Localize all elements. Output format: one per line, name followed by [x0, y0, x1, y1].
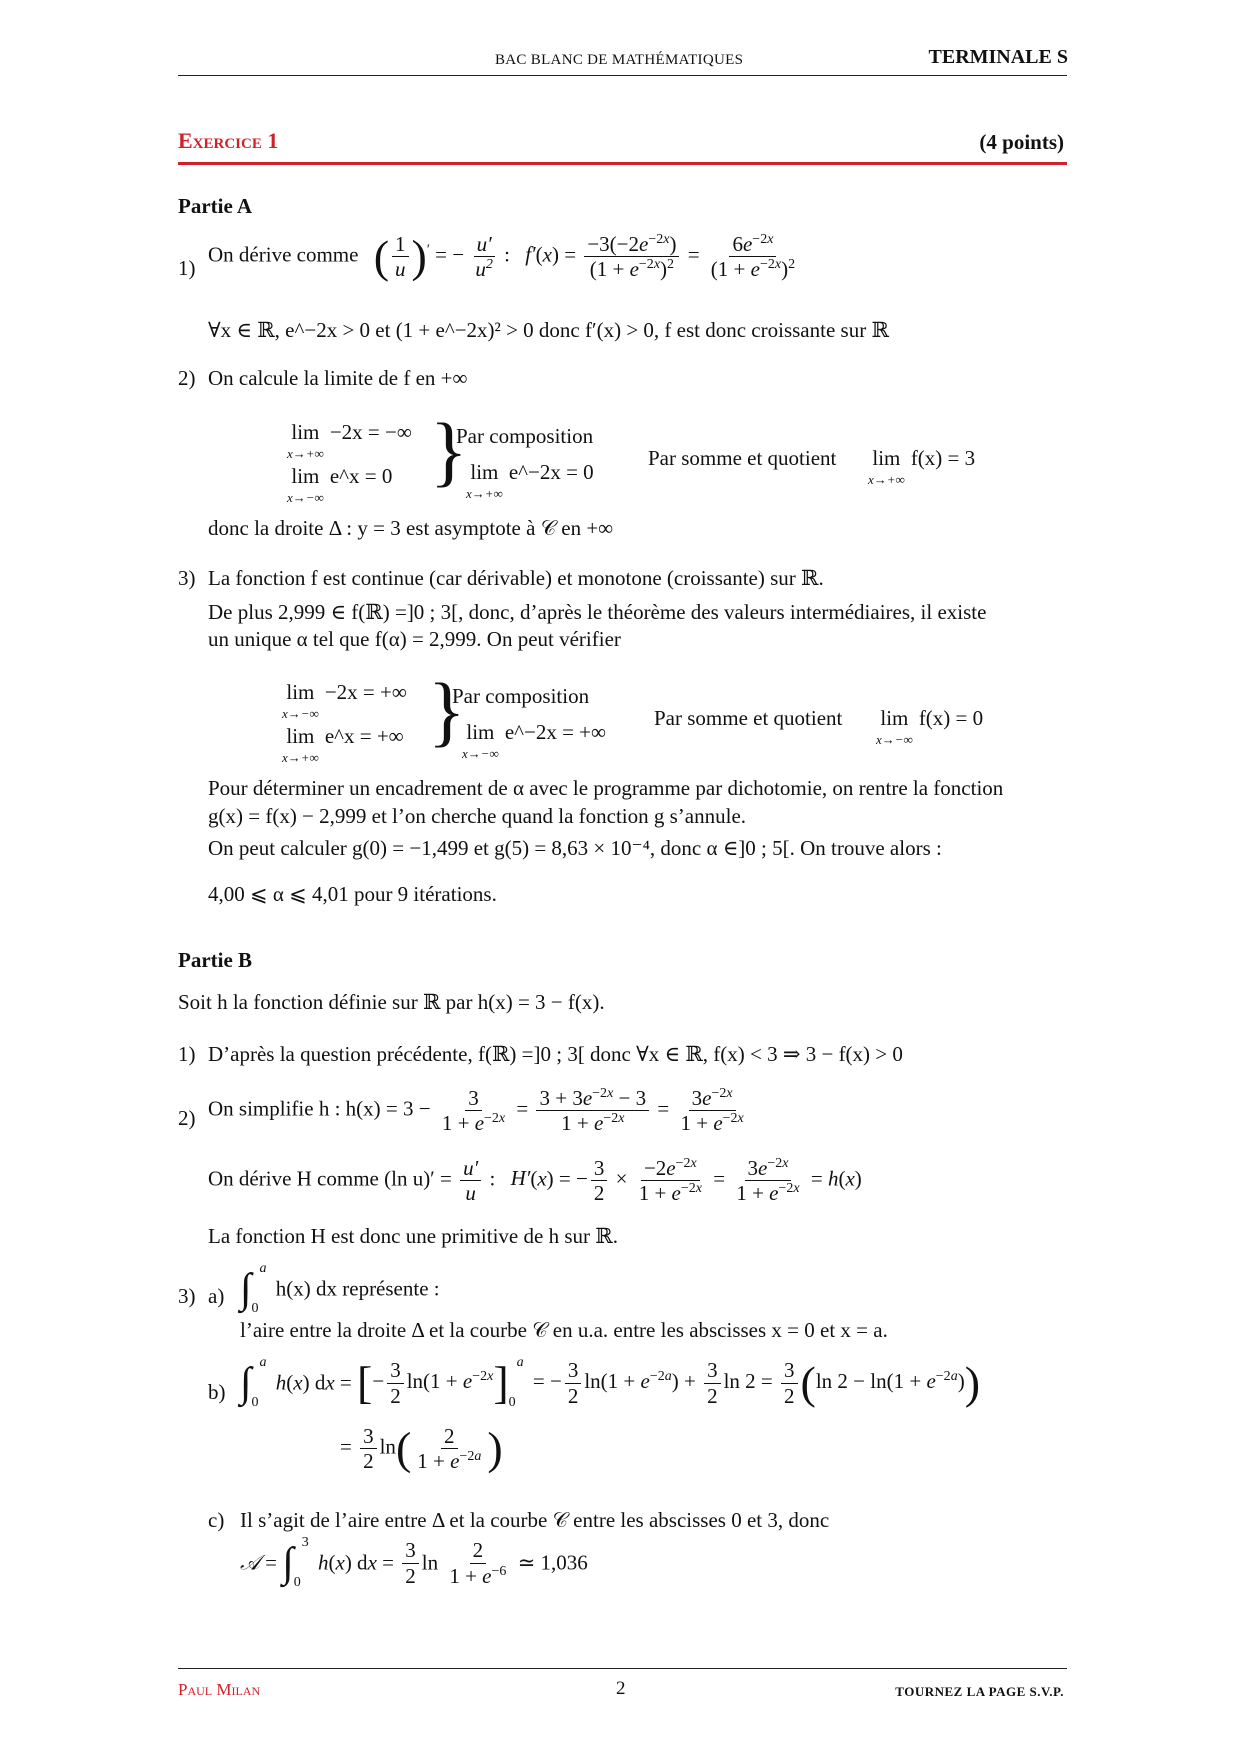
- partA-q2-limit-2-value: e^x = 0: [329, 464, 393, 488]
- partA-q2-sum: Par somme et quotient: [648, 446, 837, 470]
- partA-q3-composition-limit: lim x→−∞ e^−2x = +∞: [462, 720, 606, 761]
- footer-rule: [178, 1668, 1067, 1669]
- partB-q3a-formula: ∫ a 0 h(x) dx représente :: [240, 1261, 440, 1316]
- partA-q1-conclusion: ∀x ∈ ℝ, e^−2x > 0 et (1 + e^−2x)² > 0 donc f′(x) > 0, f est donc croissante sur ℝ: [208, 318, 889, 342]
- partA-q3-line-5: g(x) = f(x) − 2,999 et l’on cherche quand la fonction g s’annule.: [208, 804, 747, 828]
- partA-q3-limit-1: lim x→−∞ −2x = +∞: [282, 680, 407, 721]
- partA-q3-sum: Par somme et quotient: [654, 706, 843, 730]
- partB-q3c-text: Il s’agit de l’aire entre Δ et la courbe 𝒞 entre les abscisses 0 et 3, donc: [240, 1508, 830, 1532]
- footer-author: Paul Milan: [178, 1680, 261, 1699]
- partB-q3b-formula-2: = $\frac{3}{2}$ ln( $\frac{2}{1 + e^{-2a}}$ ): [340, 1422, 503, 1474]
- partB-q3b-formula: ∫ a 0 h(x) dx = [− $\frac{3}{2}$ $\ln(1 + e^{-2x}]$ a 0 = − $\frac{3}{2}$ $\ln(1 + e^{-2a})$ + $\frac{3}{2}$ ln 2 = $\frac{3}{2}$ (ln $2 - \ln(1 + e^{-2a})$): [240, 1355, 981, 1410]
- partA-q3-limit-2: lim x→+∞ e^x = +∞: [282, 724, 404, 765]
- partB-q3a-line: l’aire entre la droite Δ et la courbe 𝒞 en u.a. entre les abscisses x = 0 et x = a.: [240, 1318, 888, 1342]
- exercise-rule: [178, 162, 1067, 165]
- partA-title: Partie A: [178, 194, 253, 218]
- partA-q2-text: On calcule la limite de f en +∞: [208, 366, 468, 390]
- partA-q3-line-6: On peut calculer g(0) = −1,499 et g(5) = 8,63 × 10⁻⁴, donc α ∈]0 ; 5[. On trouve alors :: [208, 836, 942, 860]
- partA-q3-line-4: Pour déterminer un encadrement de α avec le programme par dichotomie, on rentre la fonction: [208, 776, 1004, 800]
- partA-q2-limit-1: lim x→+∞ −2x = −∞: [287, 420, 412, 461]
- partA-q2-composition-limit-value: e^−2x = 0: [508, 460, 594, 484]
- exercise-points: (4 points): [979, 130, 1064, 154]
- partA-q1-text: On dérive comme: [208, 242, 359, 267]
- partA-q2-limit-2: lim x→−∞ e^x = 0: [287, 464, 393, 505]
- partB-q2-derivative: On dérive H comme (ln u)′ = $\frac{u'}{u}$ : H′(x) = − $\frac{3}{2}$ × $\frac{-2e^{-2x}}{1 + e^{-2x}}$ = $\frac{3e^{-2x}}{1 + e^{-2x}}$ = h(x): [208, 1156, 862, 1206]
- partB-q2-formula: On simplifie h : h(x) = 3 − $\frac{3}{1 + e^{-2x}}$ = $\frac{3 + 3e^{-2x} - 3}{1 + e^{-2x}}$ = $\frac{3e^{-2x}}{1 + e^{-2x}}$: [208, 1086, 744, 1136]
- partA-q3-composition: Par composition: [452, 684, 590, 708]
- exercise-title: Exercice 1: [178, 128, 279, 153]
- partA-q3-brace: }: [428, 667, 466, 754]
- partA-q1-formula: On dérive comme ( $\frac{1}{u}$ )′ = − $\frac{u'}{u^2}$ : f′(x) = $\frac{-3(-2e^{-2x})}{(1 + e^{-2x})^2}$ = $\frac{6e^{-2x}}{(1 + e^{-2x})^2}$: [208, 230, 796, 282]
- partB-q2-text: On simplifie h : h(x) = 3 −: [208, 1096, 431, 1121]
- partA-q2-result-value: f(x) = 3: [910, 446, 976, 470]
- footer-page-number: 2: [616, 1678, 626, 1699]
- partA-q2-composition-limit: lim x→+∞ e^−2x = 0: [466, 460, 594, 501]
- partB-q3c-label: c): [208, 1508, 225, 1532]
- partA-q2-conclusion: donc la droite Δ : y = 3 est asymptote à 𝒞 en +∞: [208, 516, 614, 540]
- partA-q2-number: 2): [178, 366, 196, 390]
- partA-q3-limit-2-value: e^x = +∞: [324, 724, 404, 748]
- partB-q3c-result: ≃ 1,036: [517, 1550, 588, 1575]
- header-left: BAC BLANC DE MATHÉMATIQUES: [495, 52, 744, 68]
- partB-q1-text: D’après la question précédente, f(ℝ) =]0 ; 3[ donc ∀x ∈ ℝ, f(x) < 3 ⇒ 3 − f(x) > 0: [208, 1042, 903, 1066]
- partA-q2-result: lim x→+∞ f(x) = 3: [868, 446, 976, 487]
- partB-q3b-label: b): [208, 1380, 226, 1404]
- partA-q3-line-3: un unique α tel que f(α) = 2,999. On peut vérifier: [208, 627, 621, 651]
- partB-q3a-text: h(x) dx représente :: [275, 1276, 440, 1301]
- partA-q3-limit-1-value: −2x = +∞: [324, 680, 407, 704]
- header-rule: [178, 75, 1067, 76]
- partB-q3a-label: a): [208, 1284, 225, 1308]
- partA-q1-number: 1): [178, 256, 196, 280]
- partA-q3-result-value: f(x) = 0: [918, 706, 984, 730]
- partA-q3-line-7: 4,00 ⩽ α ⩽ 4,01 pour 9 itérations.: [208, 882, 497, 906]
- partA-q3-line-1: La fonction f est continue (car dérivable) et monotone (croissante) sur ℝ.: [208, 566, 824, 590]
- partB-q2-derivative-text: On dérive H comme (ln u)′ =: [208, 1166, 452, 1191]
- partB-q1-number: 1): [178, 1042, 196, 1066]
- header-right: TERMINALE S: [928, 46, 1068, 68]
- partB-q3-number: 3): [178, 1284, 196, 1308]
- partA-q3-composition-limit-value: e^−2x = +∞: [504, 720, 606, 744]
- partB-intro: Soit h la fonction définie sur ℝ par h(x) = 3 − f(x).: [178, 990, 605, 1014]
- partA-q3-result: lim x→−∞ f(x) = 0: [876, 706, 984, 747]
- partA-q3-number: 3): [178, 566, 196, 590]
- partA-q2-brace: }: [430, 407, 468, 494]
- footer-right: TOURNEZ LA PAGE S.V.P.: [895, 1684, 1064, 1699]
- partB-q2-conclusion: La fonction H est donc une primitive de h sur ℝ.: [208, 1224, 618, 1248]
- partA-q3-line-2: De plus 2,999 ∈ f(ℝ) =]0 ; 3[, donc, d’après le théorème des valeurs intermédiaires, il existe: [208, 600, 987, 624]
- partB-q3c-formula: 𝒜 = ∫ 3 0 h(x) dx = $\frac{3}{2}$ ln $\frac{2}{1 + e^{-6}}$ ≃ 1,036: [240, 1535, 588, 1590]
- partA-q2-composition: Par composition: [456, 424, 594, 448]
- partB-q2-number: 2): [178, 1106, 196, 1130]
- partB-title: Partie B: [178, 948, 253, 972]
- partA-q2-limit-1-value: −2x = −∞: [329, 420, 412, 444]
